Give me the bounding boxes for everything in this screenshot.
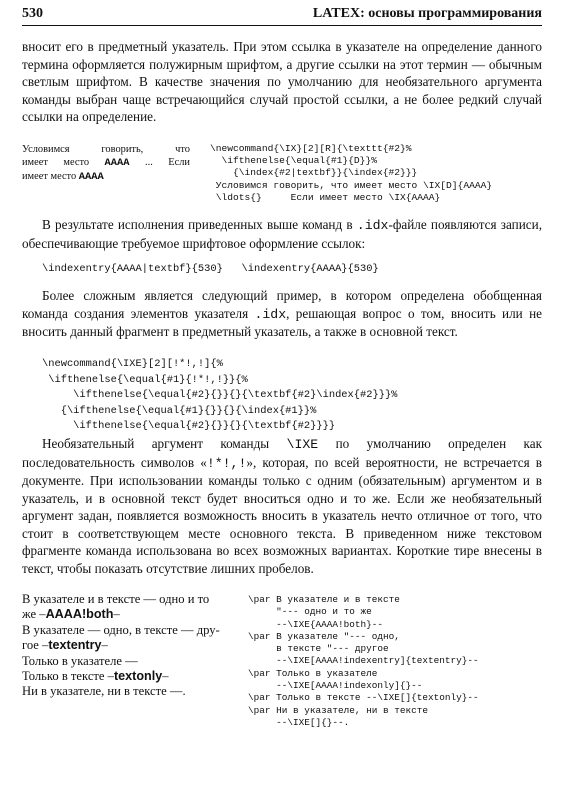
paragraph-1: вносит его в предметный указатель. При этом ссылка в указателе на определение данного термина оформляется полужирным шрифтом, а другие ссылки на этот термин — обычным светлым шрифтом. В качестве значения по умолчанию для необязательного аргумента команды выбран чаще встречающийся случай простой ссылки, а не более редкий случай ссылки на определение.	[22, 39, 542, 124]
example1-line1: Условимся говорить, что	[22, 144, 190, 155]
example2-rendered	[22, 592, 232, 700]
paragraph-4: Необязательный аргумент команды \IXE по умолчанию определен как последовательность символов «!*!,!», которая, по всей вероятности, не встречается в документе. При использовании команды только с одним (обязательным) аргументом и в указатель, и в основной текст будет вноситься одно и то же. Если же необязательный аргумент задан, появляется возможность вносить в указатель нечто отличное от того, что стоит в соответствующем месте основного текста. В приведенном ниже текстовом фрагменте команда использована во всех возможных вариантах. Короткие тире внесены в текст, чтобы показать отсутствие лишних пробелов.	[22, 436, 542, 576]
example2-line5: Только в указателе —	[22, 653, 138, 668]
example2-line6: Только в тексте –textonly–	[22, 669, 169, 684]
example2-line7: Ни в указателе, ни в тексте —.	[22, 684, 186, 699]
example1-line3: имеет место AAAA	[22, 171, 104, 183]
example2-line4: гое –textentry–	[22, 638, 108, 653]
header-rule	[22, 25, 542, 26]
index-entries: \indexentry{AAAA|textbf}{530} \indexentry{AAAA}{530}	[42, 263, 379, 275]
page-number: 530	[22, 6, 43, 21]
example2-line3: В указателе — одно, в тексте — дру-	[22, 622, 220, 637]
example2-line2: же –AAAA!both–	[22, 607, 120, 622]
example1-line2: имеет место AAAA ... Если	[22, 157, 190, 169]
code-listing-ixe: \newcommand{\IXE}[2][!*!,!]{% \ifthenelse{\equal{#1}{!*!,!}}{% \ifthenelse{\equal{#2}{}}{}{\textbf{#2}\index{#2}}}% {\ifthenelse{\equal{#1}{}}{}{\index{#1}}% \ifthenelse{\equal{#2}{}}{}{\textbf{#2}}}}	[42, 358, 398, 432]
paragraph-2: В результате исполнения приведенных выше команд в .idx-файле появляются записи, обеспечивающие требуемое шрифтовое оформление ссылок:	[22, 217, 542, 251]
example2-code: \par В указателе и в тексте "--- одно и то же --\IXE{AAAA!both}-- \par В указателе "--- одно, в тексте "--- другое --\IXE[AAAA!indexentry]{textentry}-- \par Только в указателе --\IXE[AAAA!indexonly]{}-- \par Только в тексте --\IXE[]{textonly}-- \par Ни в указателе, ни в тексте --\IXE[]{}--.	[248, 594, 479, 728]
running-header	[22, 4, 542, 24]
example2-line1: В указателе и в тексте — одно и то	[22, 592, 210, 606]
example1-rendered	[22, 143, 190, 184]
paragraph-3: Более сложным является следующий пример, в котором определена обобщенная команда создания элементов указателя .idx, решающая вопрос о том, вносить или не вносить данный фрагмент в предметный указатель, а также в основной текст.	[22, 288, 542, 339]
running-title: LATEX: основы программирования	[312, 6, 542, 21]
example1-code: \newcommand{\IX}[2][R]{\texttt{#2}% \ifthenelse{\equal{#1}{D}}% {\index{#2|textbf}}{\index{#2}}} Условимся говорить, что имеет место \IX[D]{AAAA} \ldots{} Если имеет место \IX{AAAA}	[210, 143, 493, 203]
